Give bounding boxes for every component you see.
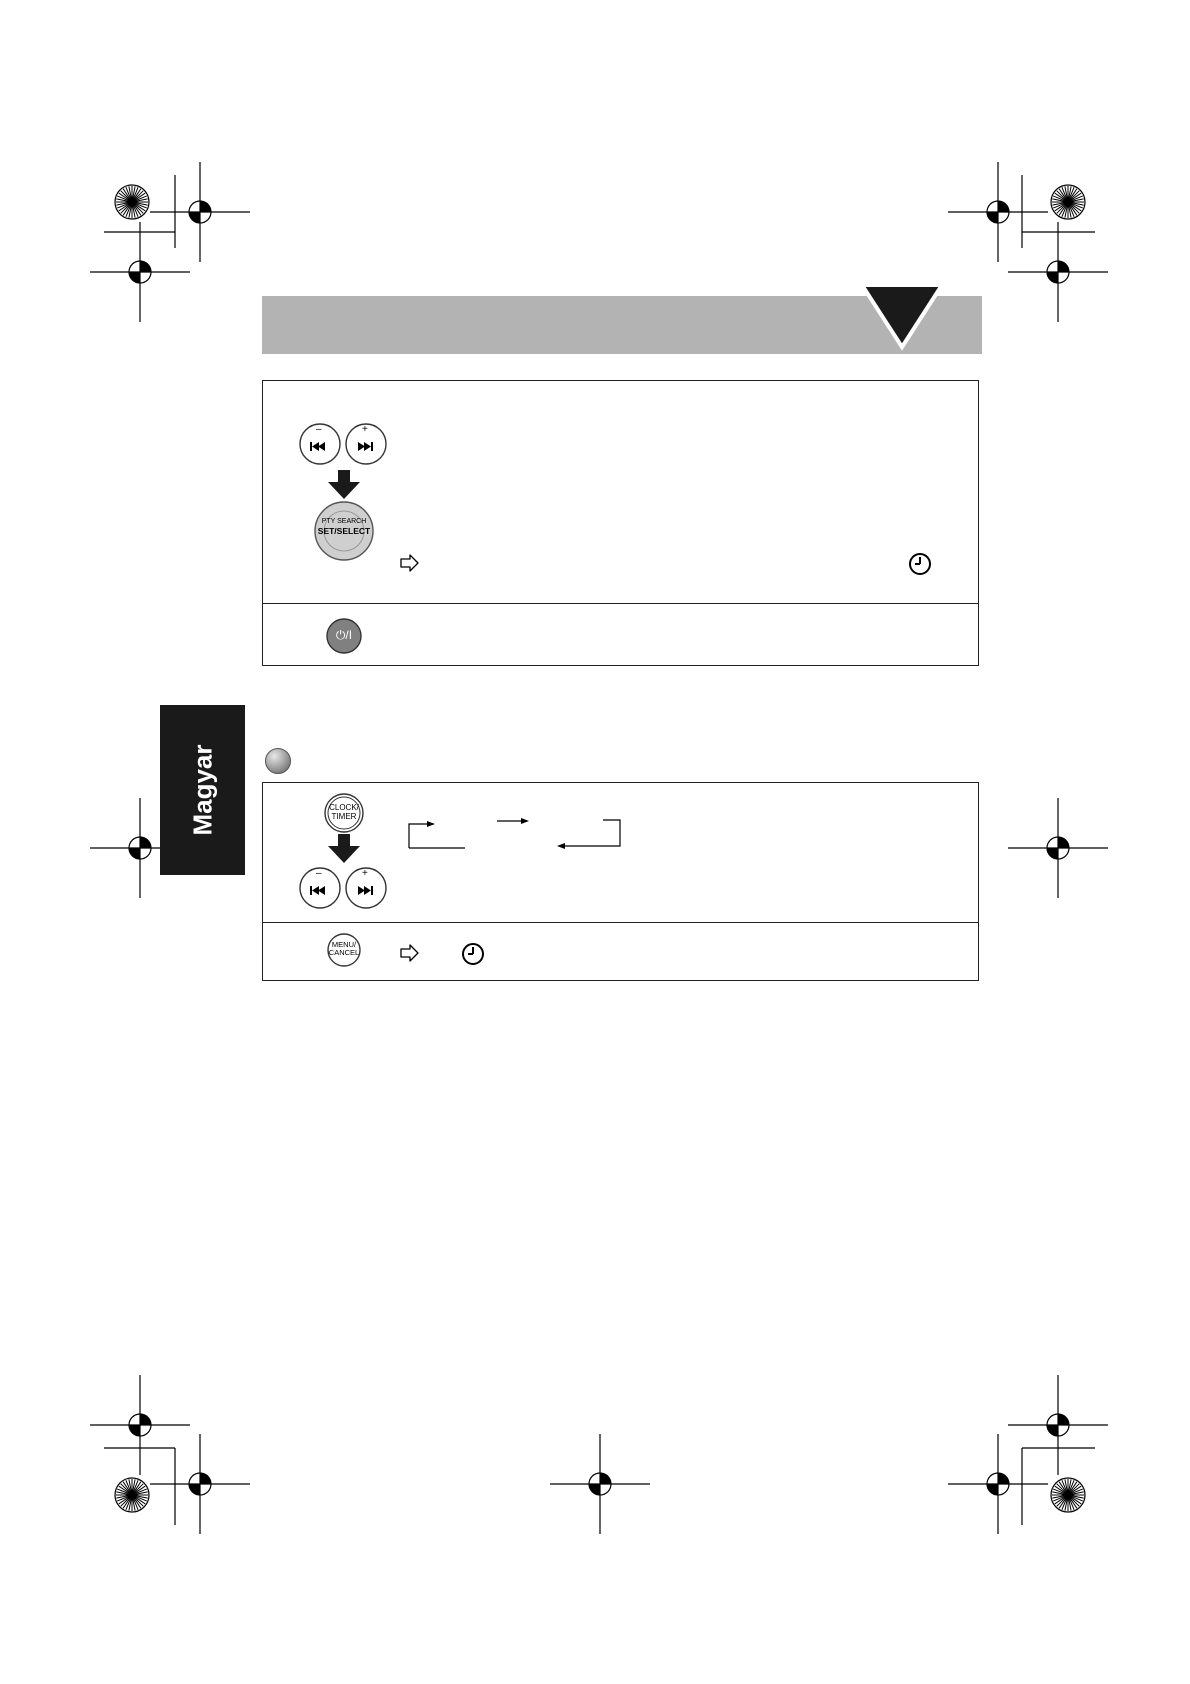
arrow-down-icon xyxy=(327,470,361,500)
hollow-arrow-right-icon xyxy=(400,944,420,962)
arrow-down-icon xyxy=(327,834,361,864)
clock-timer-label-1: CLOCK/ xyxy=(329,803,359,812)
starburst-target-icon xyxy=(1051,1478,1085,1512)
prev-sign: – xyxy=(316,868,322,879)
menu-cancel-label-2: CANCEL xyxy=(328,948,360,957)
menu-cancel-label-1: MENU/ xyxy=(331,940,357,949)
registration-crosshair-icon xyxy=(550,1434,650,1534)
language-tab xyxy=(160,705,245,875)
next-sign: + xyxy=(362,868,368,879)
starburst-target-icon xyxy=(1051,185,1085,219)
set-select-label-main: SET/SELECT xyxy=(317,526,371,536)
registration-crosshair-icon xyxy=(948,1434,1048,1534)
registration-crosshair-icon xyxy=(150,1434,250,1534)
skip-buttons-pair xyxy=(298,422,390,470)
next-sign: + xyxy=(362,424,368,435)
clock-timer-label-2: TIMER xyxy=(331,812,357,821)
registration-crosshair-icon xyxy=(948,162,1048,262)
starburst-target-icon xyxy=(115,1478,149,1512)
starburst-target-icon xyxy=(115,185,149,219)
set-select-label-top: PTY SEARCH xyxy=(321,518,367,525)
skip-buttons-pair xyxy=(298,866,390,914)
clock-icon xyxy=(908,552,932,576)
registration-crosshair-icon xyxy=(1008,798,1108,898)
registration-crosshair-icon xyxy=(1008,222,1108,322)
prev-sign: – xyxy=(316,424,322,435)
header-band xyxy=(262,282,982,357)
hollow-arrow-right-icon xyxy=(400,554,420,572)
section-bullet-icon xyxy=(265,748,291,774)
cycle-arrows-diagram xyxy=(405,812,625,852)
clock-icon xyxy=(461,942,485,966)
power-button-label: ⏻/I xyxy=(335,628,353,642)
language-tab-label: Magyar xyxy=(187,744,217,836)
panel-divider xyxy=(263,603,978,604)
registration-crosshair-icon xyxy=(150,162,250,262)
panel-divider xyxy=(263,922,978,923)
registration-crosshair-icon xyxy=(1008,1375,1108,1475)
